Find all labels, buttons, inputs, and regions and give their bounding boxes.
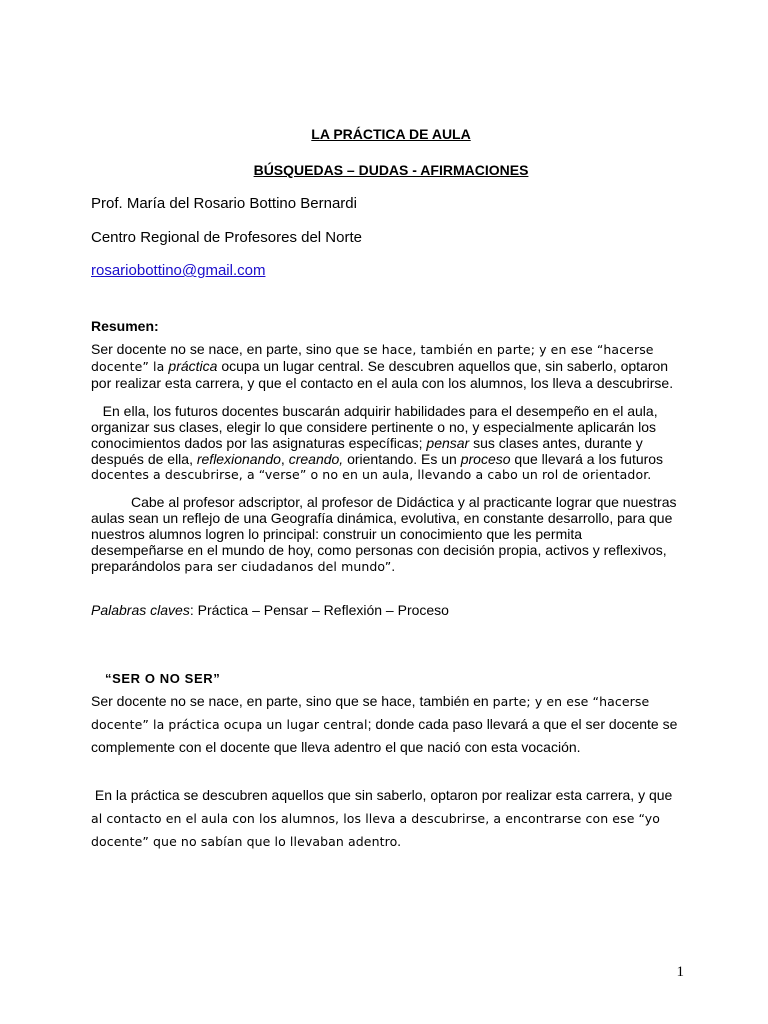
document-title: LA PRÁCTICA DE AULA	[311, 126, 471, 142]
author-name: Prof. María del Rosario Bottino Bernardi	[91, 195, 357, 212]
section-paragraph-2: En la práctica se descubren aquellos que sin saberlo, optaron por realizar esta carrera, y que al contacto en el aula con los alumnos, los lleva a descubrirse, a encontrarse con ese “yo docente” que no sabían que lo llevaban adentro.	[91, 787, 673, 849]
abstract-heading: Resumen:	[91, 318, 159, 334]
page-number: 1	[676, 964, 684, 980]
document-subtitle: BÚSQUEDAS – DUDAS - AFIRMACIONES	[253, 162, 529, 178]
section-heading: “SER O NO SER”	[105, 671, 221, 686]
keywords-text: : Práctica – Pensar – Reflexión – Proceso	[189, 602, 449, 618]
abstract-paragraph-3: Cabe al profesor adscriptor, al profesor de Didáctica y al practicante lograr que nuestras aulas sean un reflejo de una Geografía dinámica, evolutiva, en constante desarrollo, para que nuestros alumnos logren lo principal: construir un conocimiento que les permita desempeñarse en el mundo de hoy, como personas con decisión propia, activos y reflexivos, preparándolos para ser ciudadanos del mundo”.	[91, 494, 677, 574]
abstract-paragraph-2: En ella, los futuros docentes buscarán adquirir habilidades para el desempeño en el aula, organizar sus clases, elegir lo que considere pertinente o no, y especialmente aplicarán los conocimientos dados por las asignaturas específicas; pensar sus clases antes, durante y después de ella, reflexionando, creando, orientando. Es un proceso que llevará a los futuros docentes a descubrirse, a “verse” o no en un aula, llevando a cabo un rol de orientador.	[91, 403, 664, 482]
abstract-paragraph-1: Ser docente no se nace, en parte, sino que se hace, también en parte; y en ese “hacerse docente” la práctica ocupa un lugar central. Se descubren aquellos que, sin saberlo, optaron por realizar esta carrera, y que el contacto en el aula con los alumnos, los lleva a descubrirse.	[91, 341, 674, 391]
email-link[interactable]: rosariobottino@gmail.com	[91, 262, 266, 279]
institution-name: Centro Regional de Profesores del Norte	[91, 229, 362, 246]
email-line	[91, 262, 265, 279]
keywords-label: Palabras claves	[91, 602, 190, 618]
keywords-line	[91, 602, 449, 618]
section-paragraph-1: Ser docente no se nace, en parte, sino que se hace, también en parte; y en ese “hacerse docente” la práctica ocupa un lugar central; donde cada paso llevará a que el ser docente se complemente con el docente que lleva adentro el que nació con esta vocación.	[91, 693, 678, 755]
